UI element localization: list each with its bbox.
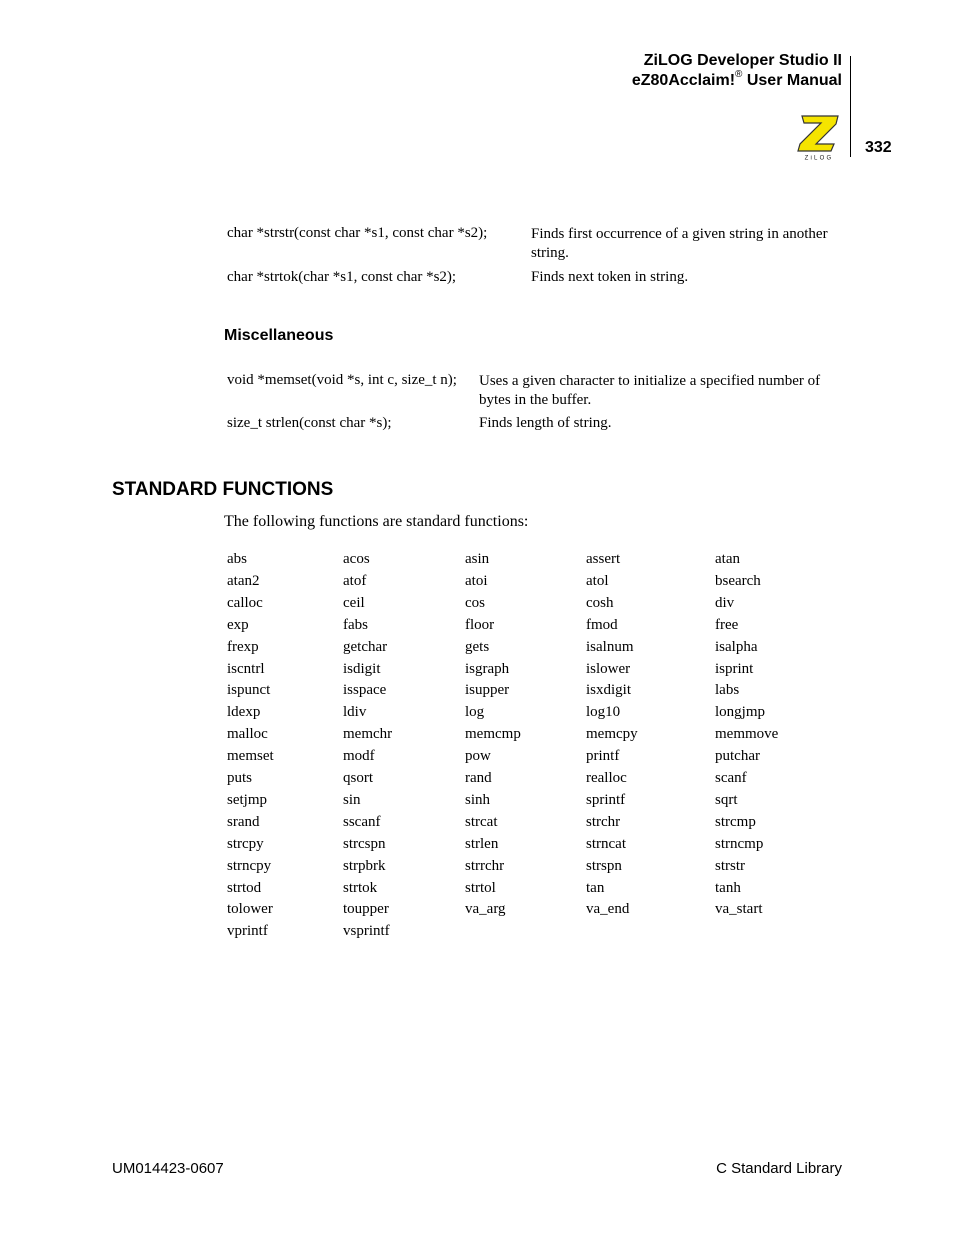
product-name: eZ80Acclaim! bbox=[631, 72, 736, 89]
strstr-signature: char *strstr(const char *s1, const char *s2); bbox=[227, 225, 488, 241]
function-name-cell: fabs bbox=[343, 617, 368, 633]
function-name-cell: va_arg bbox=[465, 901, 506, 917]
function-name-cell: setjmp bbox=[227, 792, 267, 808]
function-name-cell: malloc bbox=[227, 726, 268, 742]
function-name-cell: isxdigit bbox=[586, 682, 632, 698]
header-title-line1: ZiLOG Developer Studio II bbox=[643, 52, 842, 69]
function-name-cell: ispunct bbox=[227, 682, 271, 698]
function-name-cell: strtok bbox=[343, 880, 378, 896]
section-intro: The following functions are standard functions: bbox=[224, 513, 529, 530]
logo-text: ZiLOG bbox=[804, 155, 834, 161]
function-name-cell: strncmp bbox=[715, 836, 764, 852]
function-name-cell: strlen bbox=[465, 836, 499, 852]
function-name-cell: pow bbox=[465, 748, 491, 764]
function-name-cell: srand bbox=[227, 814, 260, 830]
registered-mark: ® bbox=[735, 69, 743, 80]
function-name-cell: assert bbox=[586, 551, 621, 567]
function-name-cell: strtol bbox=[465, 880, 496, 896]
function-name-cell: atoi bbox=[465, 573, 488, 589]
function-name-cell: tanh bbox=[715, 880, 741, 896]
function-name-cell: gets bbox=[465, 639, 490, 655]
function-name-cell: modf bbox=[343, 748, 375, 764]
function-name-cell: tolower bbox=[227, 901, 273, 917]
function-name-cell: cos bbox=[465, 595, 485, 611]
function-name-cell: isgraph bbox=[465, 661, 510, 677]
function-name-cell: puts bbox=[227, 770, 253, 786]
function-name-cell: bsearch bbox=[715, 573, 761, 589]
function-name-cell: strncat bbox=[586, 836, 626, 852]
function-name-cell: printf bbox=[586, 748, 620, 764]
function-name-cell: isalnum bbox=[586, 639, 634, 655]
function-name-cell: toupper bbox=[343, 901, 389, 917]
function-name-cell: floor bbox=[465, 617, 495, 633]
footer-section: C Standard Library bbox=[716, 1160, 842, 1177]
function-name-cell: isspace bbox=[343, 682, 387, 698]
header-title-line2 bbox=[631, 69, 842, 90]
function-name-cell: putchar bbox=[715, 748, 760, 764]
function-name-cell: strspn bbox=[586, 858, 622, 874]
section-heading: STANDARD FUNCTIONS bbox=[112, 479, 334, 500]
function-name-cell: ceil bbox=[343, 595, 365, 611]
function-name-cell: labs bbox=[715, 682, 740, 698]
function-name-cell: ldexp bbox=[227, 704, 261, 720]
function-name-cell: memchr bbox=[343, 726, 393, 742]
function-name-cell: atof bbox=[343, 573, 367, 589]
function-name-cell: fmod bbox=[586, 617, 618, 633]
function-name-cell: asin bbox=[465, 551, 490, 567]
function-name-cell: strcspn bbox=[343, 836, 386, 852]
function-name-cell: memmove bbox=[715, 726, 779, 742]
strtok-signature: char *strtok(char *s1, const char *s2); bbox=[227, 269, 457, 285]
page-number: 332 bbox=[865, 139, 892, 156]
function-name-cell: strstr bbox=[715, 858, 745, 874]
function-name-cell: strchr bbox=[586, 814, 621, 830]
function-name-cell: exp bbox=[227, 617, 249, 633]
zilog-logo-icon bbox=[796, 113, 842, 161]
strlen-signature: size_t strlen(const char *s); bbox=[227, 415, 392, 431]
function-name-cell: qsort bbox=[343, 770, 373, 786]
strlen-description: Finds length of string. bbox=[479, 415, 612, 431]
function-name-cell: memset bbox=[227, 748, 274, 764]
function-name-cell: longjmp bbox=[715, 704, 766, 720]
function-name-cell: isalpha bbox=[715, 639, 758, 655]
function-name-cell: strcmp bbox=[715, 814, 756, 830]
function-name-cell: isupper bbox=[465, 682, 510, 698]
function-name-cell: free bbox=[715, 617, 739, 633]
function-name-cell: getchar bbox=[343, 639, 388, 655]
function-name-cell: frexp bbox=[227, 639, 259, 655]
function-name-cell: islower bbox=[586, 661, 631, 677]
function-name-cell: atol bbox=[586, 573, 609, 589]
function-name-cell: sqrt bbox=[715, 792, 738, 808]
function-name-cell: realloc bbox=[586, 770, 627, 786]
function-name-cell: va_start bbox=[715, 901, 763, 917]
strtok-description: Finds next token in string. bbox=[531, 269, 689, 285]
function-name-cell: tan bbox=[586, 880, 605, 896]
function-name-cell: vsprintf bbox=[343, 923, 390, 939]
function-name-cell: atan bbox=[715, 551, 740, 567]
function-name-cell: strtod bbox=[227, 880, 262, 896]
function-name-cell: isprint bbox=[715, 661, 754, 677]
function-name-cell: sprintf bbox=[586, 792, 626, 808]
function-name-cell: memcpy bbox=[586, 726, 638, 742]
function-name-cell: acos bbox=[343, 551, 370, 567]
function-name-cell: strpbrk bbox=[343, 858, 386, 874]
header-divider bbox=[850, 56, 851, 157]
function-name-cell: strncpy bbox=[227, 858, 272, 874]
function-name-cell: atan2 bbox=[227, 573, 260, 589]
function-name-cell: abs bbox=[227, 551, 247, 567]
function-name-cell: vprintf bbox=[227, 923, 268, 939]
manual-label: User Manual bbox=[742, 72, 842, 89]
function-name-cell: strcat bbox=[465, 814, 498, 830]
function-name-cell: scanf bbox=[715, 770, 747, 786]
memset-signature: void *memset(void *s, int c, size_t n); bbox=[227, 372, 457, 388]
function-name-cell: sscanf bbox=[343, 814, 381, 830]
function-name-cell: cosh bbox=[586, 595, 614, 611]
memset-description: Uses a given character to initialize a specified number of bytes in the buffer. bbox=[479, 373, 821, 408]
footer-doc-number: UM014423-0607 bbox=[112, 1160, 224, 1177]
function-name-cell: iscntrl bbox=[227, 661, 265, 677]
function-name-cell: sin bbox=[343, 792, 361, 808]
function-name-cell: strcpy bbox=[227, 836, 264, 852]
strstr-description: Finds first occurrence of a given string in another string. bbox=[531, 226, 828, 261]
function-name-cell: memcmp bbox=[465, 726, 521, 742]
function-name-cell: log10 bbox=[586, 704, 621, 720]
function-name-cell: rand bbox=[465, 770, 492, 786]
function-name-cell: strrchr bbox=[465, 858, 505, 874]
function-name-cell: va_end bbox=[586, 901, 630, 917]
function-name-cell: calloc bbox=[227, 595, 263, 611]
misc-heading: Miscellaneous bbox=[224, 327, 334, 344]
function-name-cell: sinh bbox=[465, 792, 491, 808]
function-name-cell: ldiv bbox=[343, 704, 367, 720]
function-name-cell: div bbox=[715, 595, 735, 611]
function-name-cell: isdigit bbox=[343, 661, 381, 677]
function-name-cell: log bbox=[465, 704, 485, 720]
